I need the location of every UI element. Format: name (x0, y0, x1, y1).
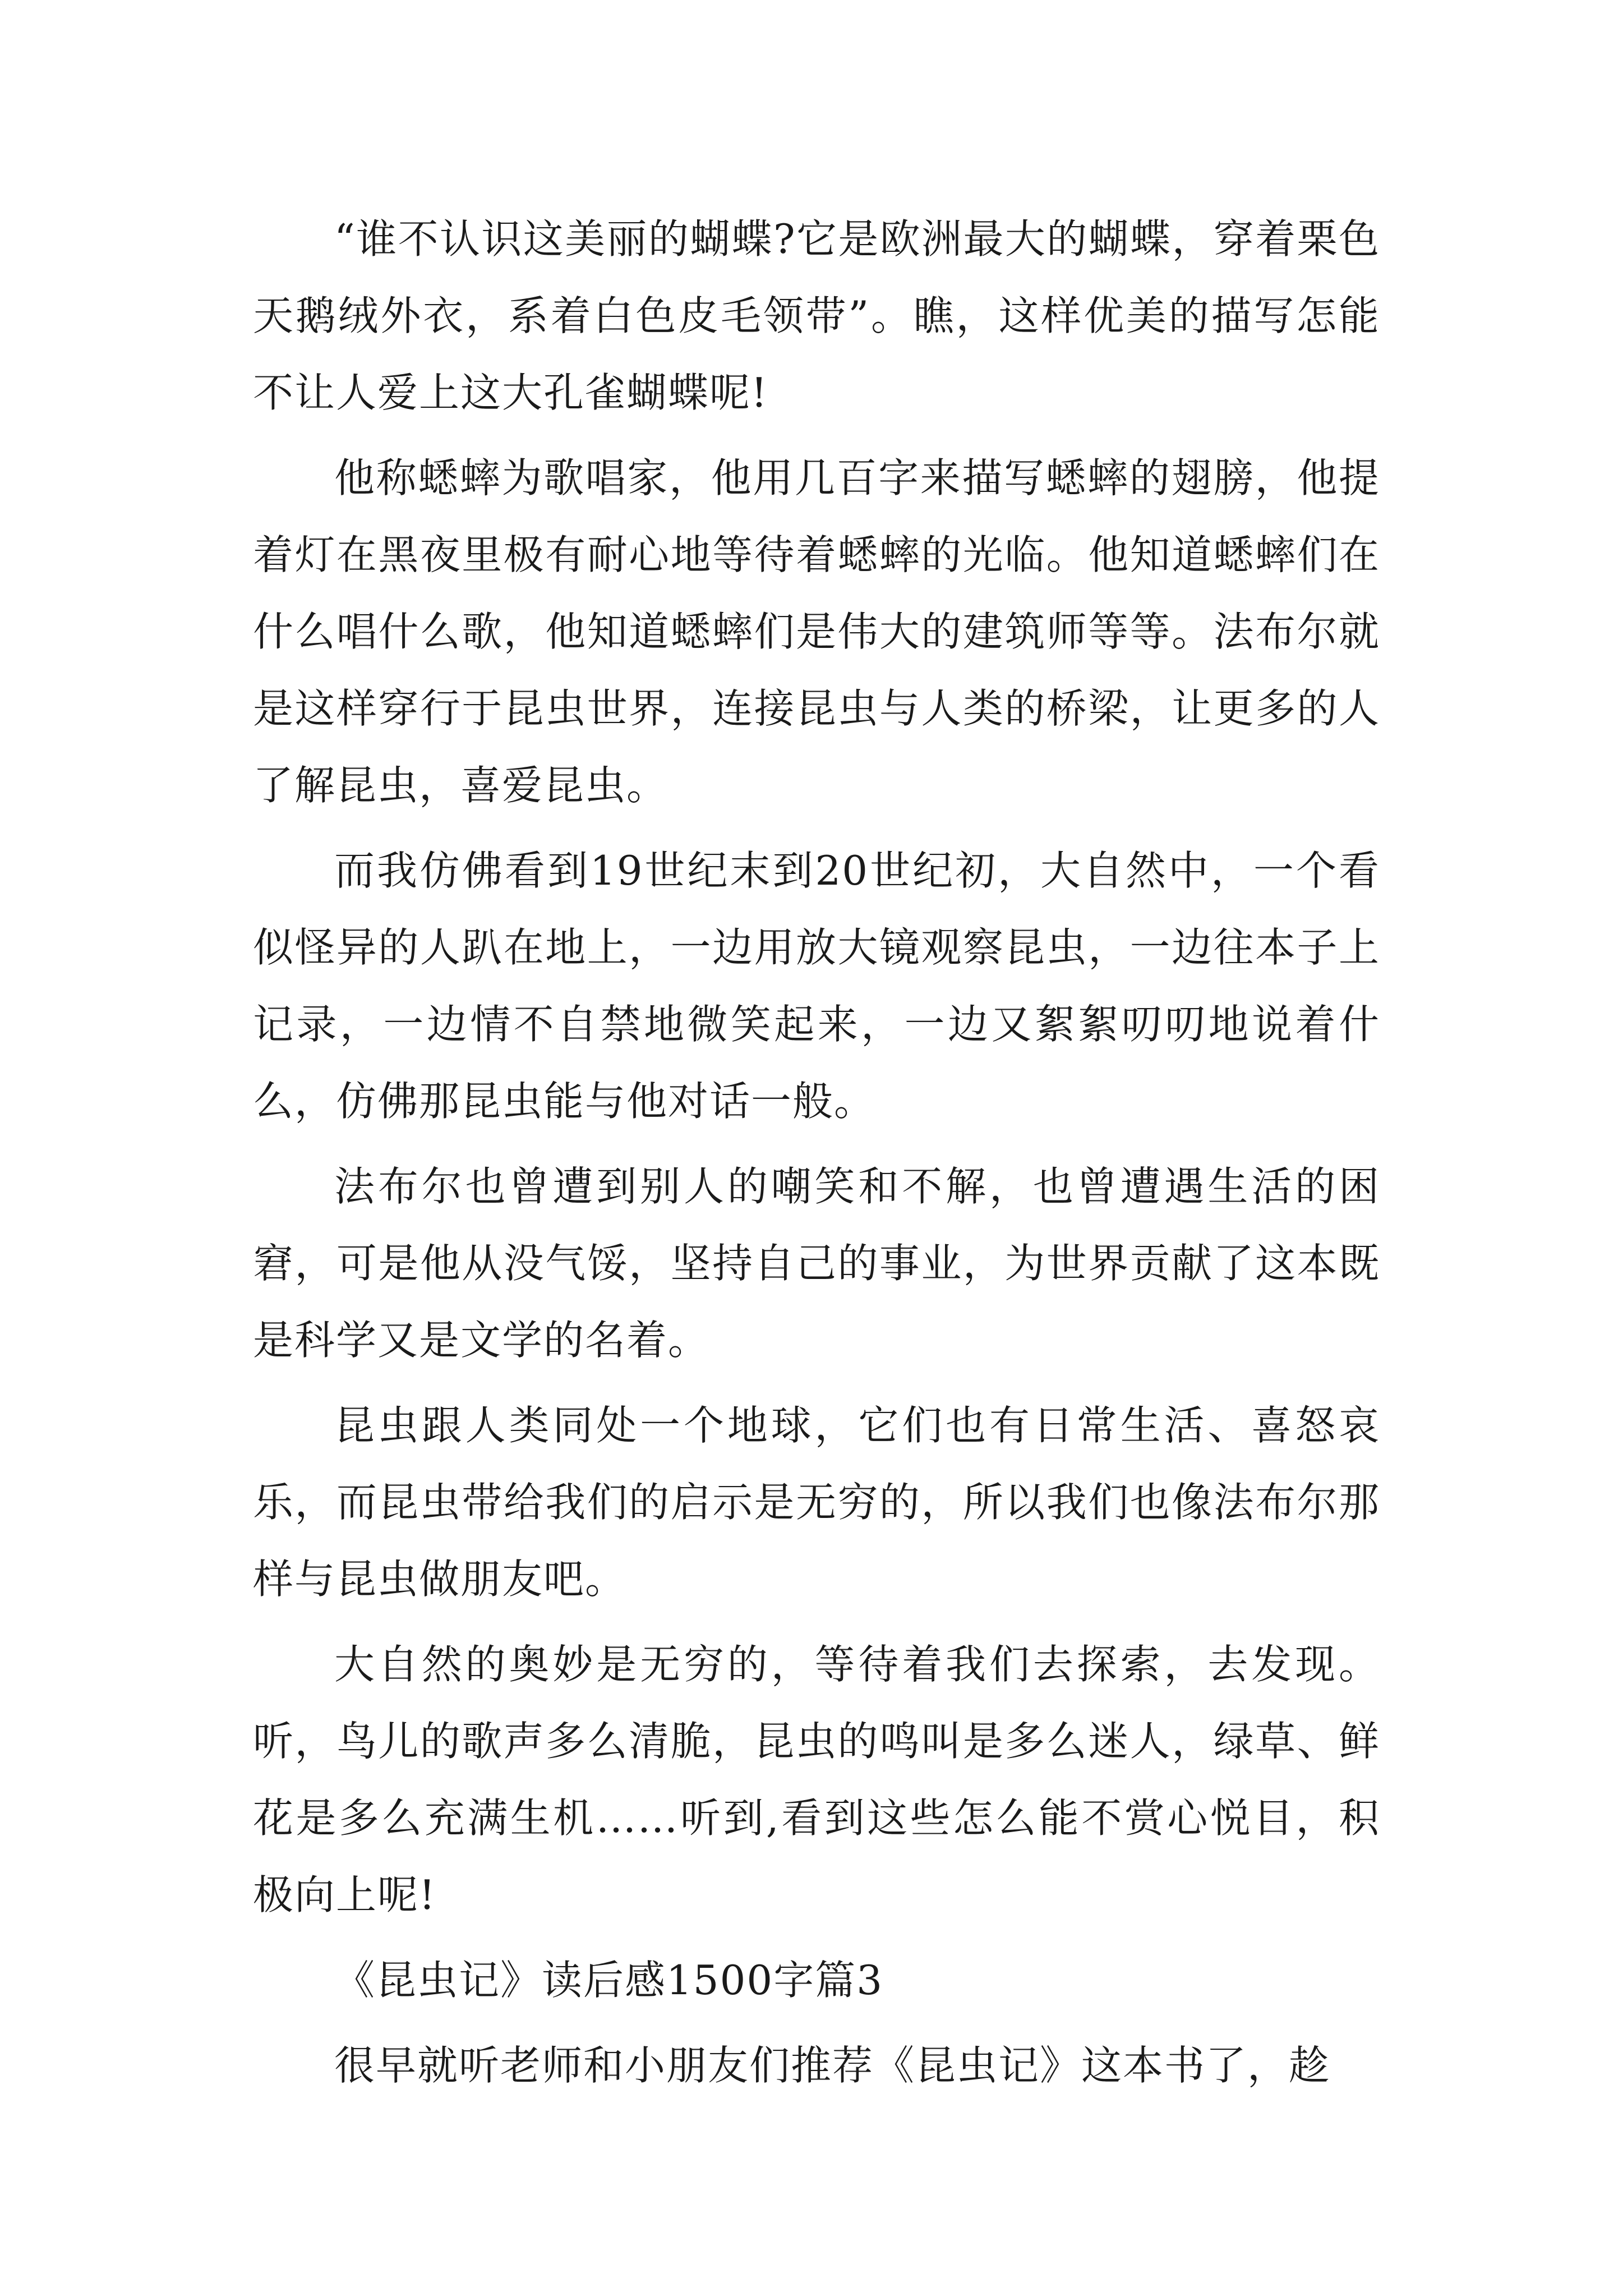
paragraph-perseverance: 法布尔也曾遭到别人的嘲笑和不解，也曾遭遇生活的困窘，可是他从没气馁，坚持自己的事业，为世界贡献了这本既是科学又是文学的名着。 (253, 1163, 1380, 1364)
document-body (253, 201, 1380, 2113)
paragraph-butterfly: “谁不认识这美丽的蝴蝶?它是欧洲最大的蝴蝶，穿着栗色天鹅绒外衣，系着白色皮毛领带”。瞧，这样优美的描写怎能不让人爱上这大孔雀蝴蝶呢! (253, 215, 1380, 416)
paragraph-nature: 大自然的奥妙是无穷的，等待着我们去探索，去发现。听，鸟儿的歌声多么清脆，昆虫的鸣叫是多么迷人，绿草、鲜花是多么充满生机……听到,看到这些怎么能不赏心悦目，积极向上呢! (253, 1641, 1380, 1918)
paragraph-friends: 昆虫跟人类同处一个地球，它们也有日常生活、喜怒哀乐，而昆虫带给我们的启示是无穷的，所以我们也像法布尔那样与昆虫做朋友吧。 (253, 1402, 1380, 1603)
paragraph-observer: 而我仿佛看到19世纪末到20世纪初，大自然中，一个看似怪异的人趴在地上，一边用放大镜观察昆虫，一边往本子上记录，一边情不自禁地微笑起来，一边又絮絮叨叨地说着什么，仿佛那昆虫能与他对话一般。 (253, 847, 1380, 1125)
paragraph-intro: 很早就听老师和小朋友们推荐《昆虫记》这本书了，趁 (334, 2042, 1331, 2089)
section-heading: 《昆虫记》读后感1500字篇3 (334, 1957, 884, 2004)
paragraph-cricket: 他称蟋蟀为歌唱家，他用几百字来描写蟋蟀的翅膀，他提着灯在黑夜里极有耐心地等待着蟋蟀的光临。他知道蟋蟀们在什么唱什么歌，他知道蟋蟀们是伟大的建筑师等等。法布尔就是这样穿行于昆虫世界，连接昆虫与人类的桥梁，让更多的人了解昆虫，喜爱昆虫。 (253, 454, 1380, 809)
